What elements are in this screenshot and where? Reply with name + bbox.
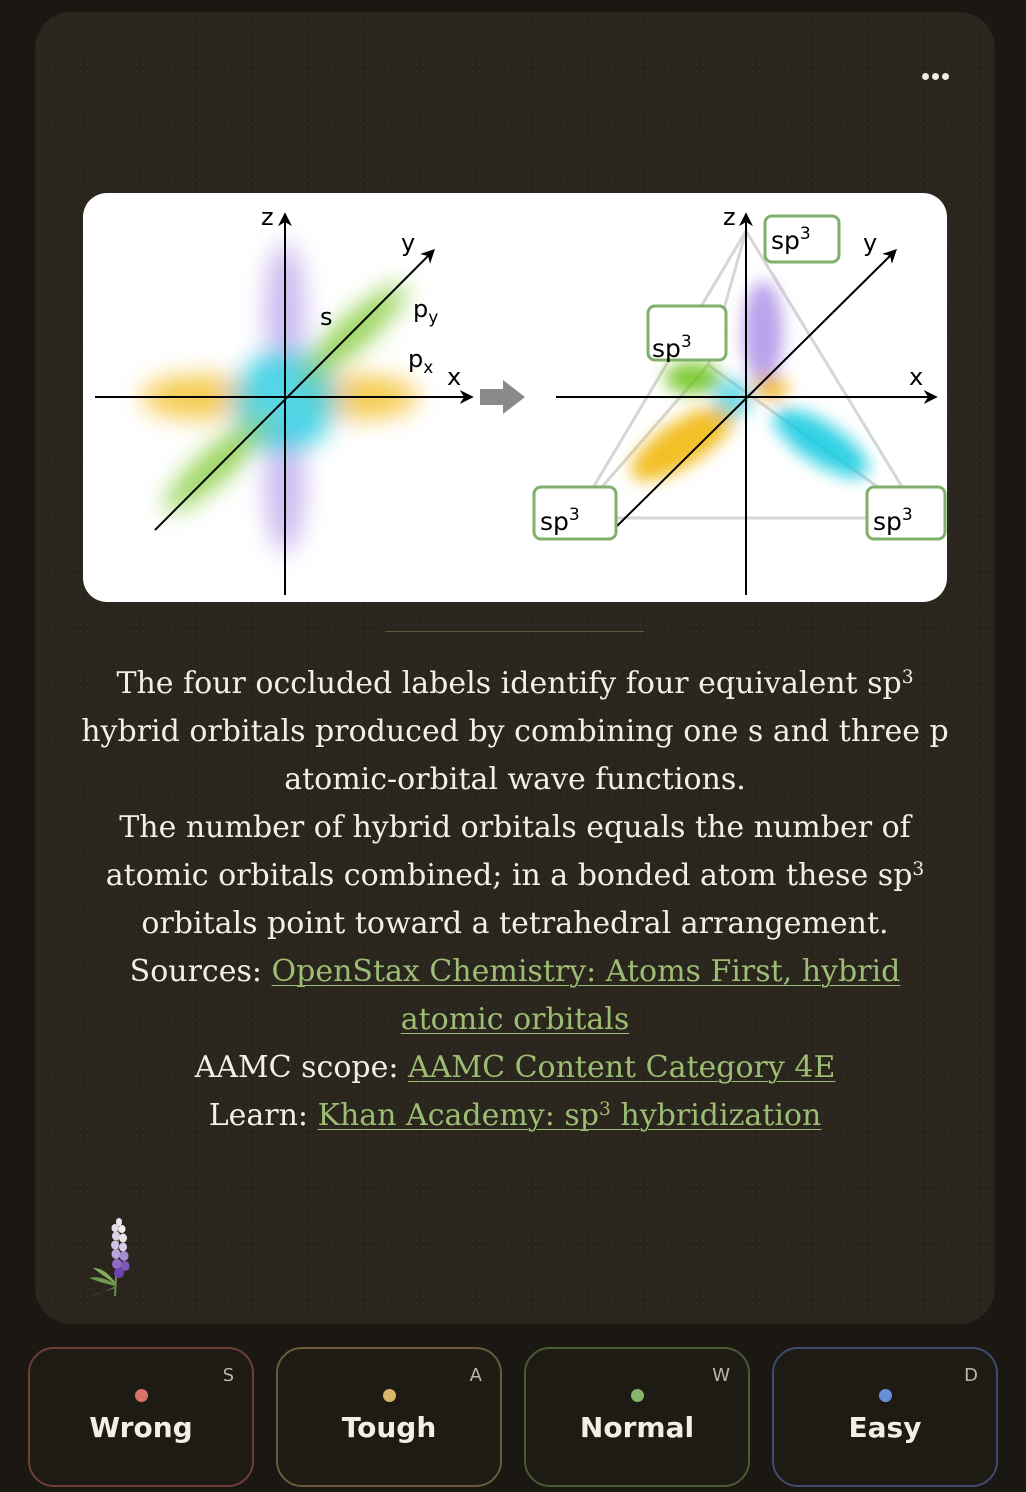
wrong-button[interactable] (28, 1347, 254, 1487)
z-axis-label-right: z (723, 203, 736, 231)
grade-label: Tough (341, 1411, 437, 1444)
hybridization-figure (83, 193, 947, 602)
shortcut-key: S (222, 1365, 234, 1386)
svg-text:sp3: $sp^3$ (873, 505, 913, 536)
more-horizontal-icon (932, 73, 939, 80)
answer-paragraph: The four occluded labels identify four equivalent $sp^3$ hybrid orbitals produced by combining one s and three p atomic-orbital wave functions. (81, 666, 949, 797)
flashcard (35, 12, 995, 1324)
more-horizontal-icon (942, 73, 949, 80)
px-orbital-label: $p_x$ (408, 345, 434, 378)
grade-label: Easy (848, 1411, 922, 1444)
left-orbital-diagram (95, 203, 471, 595)
easy-button[interactable] (772, 1347, 998, 1487)
svg-text:sp3: $sp^3$ (771, 224, 811, 255)
tough-button[interactable] (276, 1347, 502, 1487)
openstax-link[interactable]: OpenStax Chemistry: Atoms First, hybrid atomic orbitals (271, 954, 901, 1037)
s-orbital-label: s (320, 303, 333, 331)
normal-button[interactable] (524, 1347, 750, 1487)
status-dot-icon (631, 1389, 644, 1402)
shortcut-key: W (712, 1365, 730, 1386)
z-axis-label: z (261, 203, 274, 231)
grade-label: Normal (579, 1411, 695, 1444)
aamc-link[interactable]: AAMC Content Category 4E (408, 1050, 836, 1085)
occluded-label-box[interactable] (534, 487, 616, 539)
right-arrow-icon (480, 380, 525, 414)
shortcut-key: A (469, 1365, 482, 1386)
sources-label: Sources: (129, 954, 272, 989)
status-dot-icon (135, 1389, 148, 1402)
occluded-label-box[interactable] (867, 487, 945, 539)
svg-text:sp3: $sp^3$ (652, 332, 692, 363)
occluded-label-box[interactable] (648, 306, 726, 363)
shortcut-key: D (964, 1365, 978, 1386)
grade-label: Wrong (89, 1411, 193, 1444)
answer-text (75, 660, 955, 1140)
scope-line (75, 1044, 955, 1092)
y-axis-label-right: y (863, 229, 878, 257)
x-axis-label-right: x (909, 363, 924, 391)
svg-text:sp3: $sp^3$ (540, 505, 580, 536)
khan-academy-link[interactable]: Khan Academy: $sp^3$ hybridization (317, 1098, 822, 1133)
y-axis-label: y (401, 229, 416, 257)
learn-label: Learn: (208, 1098, 318, 1133)
x-axis-label: x (447, 363, 462, 391)
lupine-flower-icon (85, 1212, 141, 1298)
py-orbital-label: $p_y$ (413, 295, 439, 328)
divider (385, 631, 644, 632)
status-dot-icon (879, 1389, 892, 1402)
sources-line (75, 948, 955, 1044)
scope-label: AAMC scope: (194, 1050, 409, 1085)
more-options-button[interactable] (915, 62, 955, 90)
answer-paragraph: The number of hybrid orbitals equals the number of atomic orbitals combined; in a bonded atom these $sp^3$ orbitals point toward a tetrahedral arrangement. (105, 810, 925, 941)
more-horizontal-icon (922, 73, 929, 80)
occluded-label-box[interactable] (765, 216, 839, 262)
learn-line (75, 1092, 955, 1140)
status-dot-icon (383, 1389, 396, 1402)
right-hybrid-diagram (534, 203, 945, 595)
